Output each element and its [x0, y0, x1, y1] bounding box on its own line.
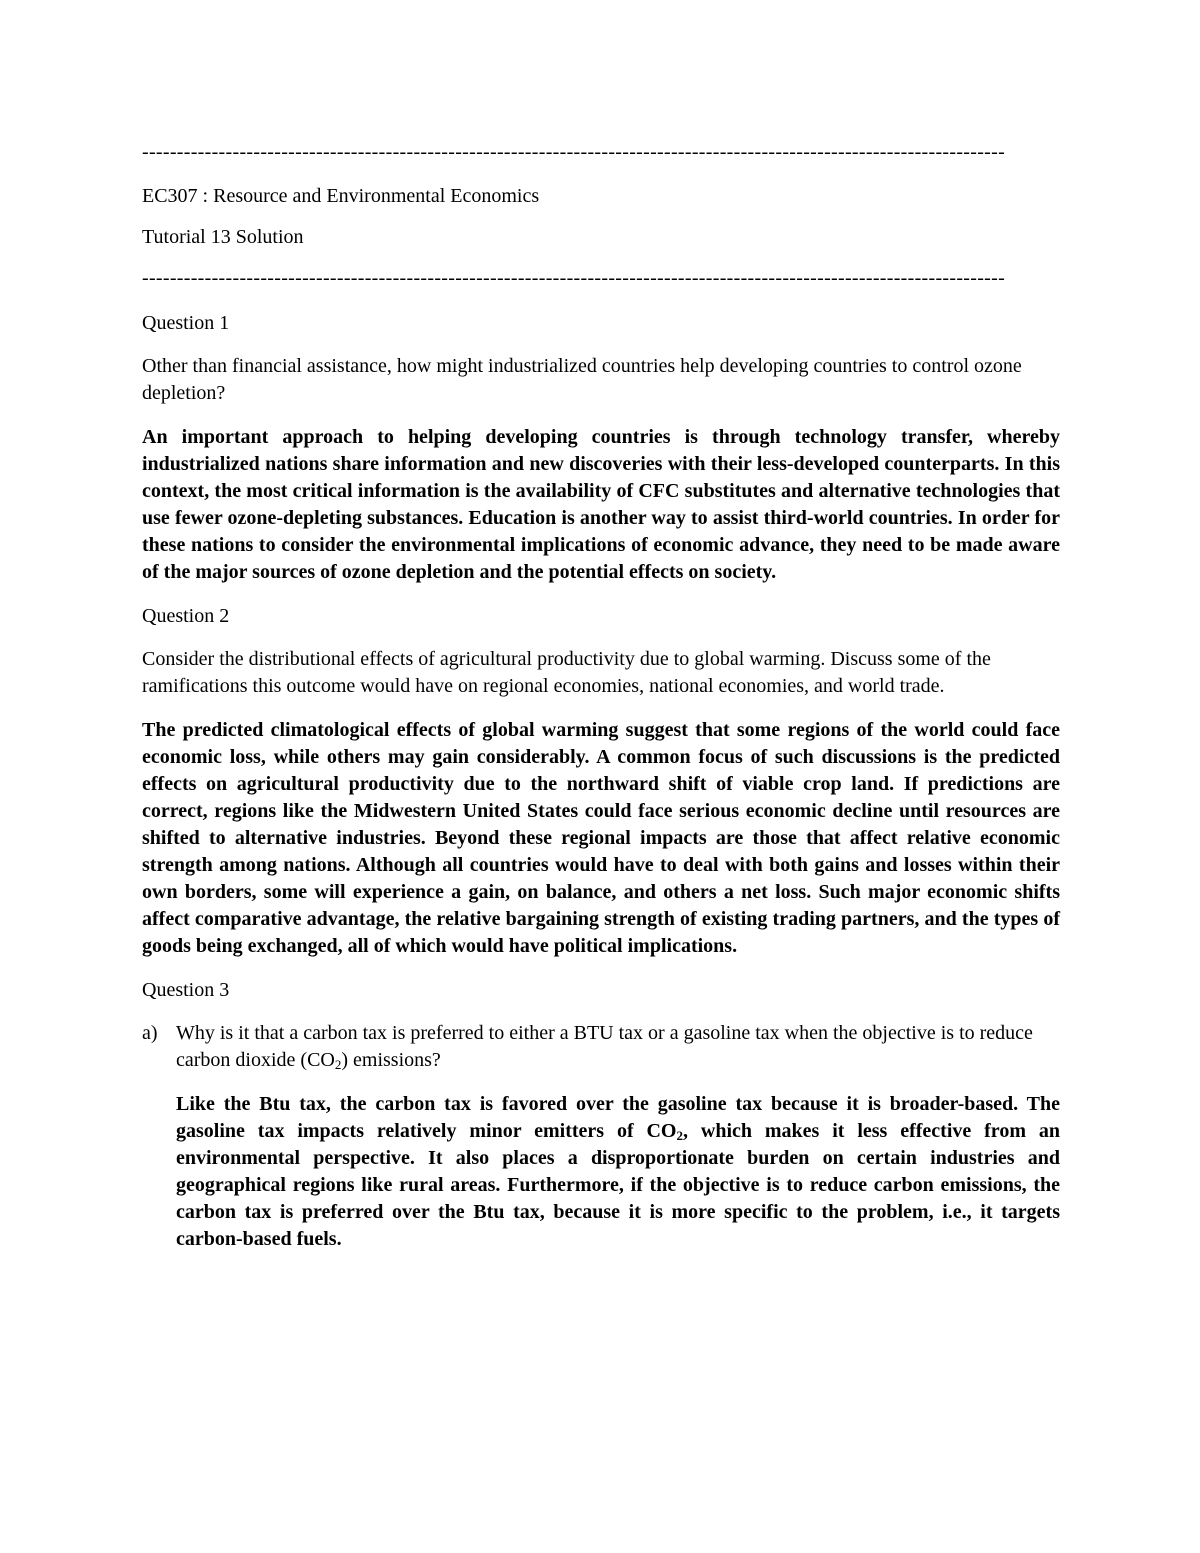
question-2-answer: The predicted climatological effects of global warming suggest that some regions of the world could face economic loss, while others may gain considerably. A common focus of such discussions is the predicted effects on agricultural productivity due to the northward shift of viable crop land. If predictions are correct, regions like the Midwestern United States could face serious economic decline until resources are shifted to alternative industries. Beyond these regional impacts are those that affect relative economic strength among nations. Although all countries would have to deal with both gains and losses within their own borders, some will experience a gain, on balance, and others a net loss. Such major economic shifts affect comparative advantage, the relative bargaining strength of existing trading partners, and the types of goods being exchanged, all of which would have political implications. [142, 719, 1060, 957]
question-3a-text: Why is it that a carbon tax is preferred to either a BTU tax or a gasoline tax when the objective is to reduce carbon dioxide $(CO_2)$ emissions? [176, 1022, 1033, 1072]
question-3a-answer: Like the Btu tax, the carbon tax is favored over the gasoline tax because it is broader-based. The gasoline tax impacts relatively minor emitters of $CO_2$, which makes it less effective from an environmental perspective. It also places a disproportionate burden on certain industries and geographical regions like rural areas. Furthermore, if the objective is to reduce carbon emissions, the carbon tax is preferred over the Btu tax, because it is more specific to the problem, i.e., it targets carbon-based fuels. [176, 1093, 1060, 1250]
question-3-part-a [142, 1020, 1060, 1074]
bottom-divider: ---------------------------------------------------------------------------------------------------------------------------- [142, 268, 1006, 289]
document-title: Tutorial 13 Solution [142, 226, 304, 248]
course-title: EC307 : Resource and Environmental Economics [142, 185, 540, 207]
question-1-text: Other than financial assistance, how might industrialized countries help developing countries to control ozone depletion? [142, 355, 1022, 404]
question-1-heading: Question 1 [142, 312, 230, 334]
question-2-heading: Question 2 [142, 605, 230, 627]
list-marker-a: a) [142, 1022, 158, 1044]
top-divider: ---------------------------------------------------------------------------------------------------------------------------- [142, 142, 1006, 163]
document-page [142, 142, 1060, 1253]
question-3-heading: Question 3 [142, 979, 230, 1001]
question-2-text: Consider the distributional effects of agricultural productivity due to global warming. Discuss some of the ramifications this outcome would have on regional economies, national economies, and world trade. [142, 648, 991, 697]
question-1-answer: An important approach to helping developing countries is through technology transfer, whereby industrialized nations share information and new discoveries with their less-developed counterparts. In this context, the most critical information is the availability of CFC substitutes and alternative technologies that use fewer ozone-depleting substances. Education is another way to assist third-world countries. In order for these nations to consider the environmental implications of economic advance, they need to be made aware of the major sources of ozone depletion and the potential effects on society. [142, 426, 1060, 583]
